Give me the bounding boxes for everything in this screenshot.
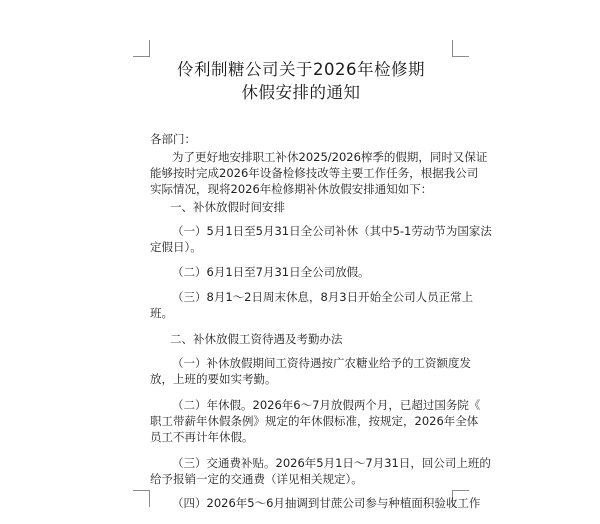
paragraph <box>150 223 492 255</box>
paragraph <box>150 455 491 487</box>
paragraph-line: 班。 <box>150 306 173 320</box>
paragraph <box>150 199 452 215</box>
paragraph <box>150 289 474 321</box>
paragraph-line: 一、补休放假时间安排 <box>170 200 285 214</box>
paragraph-line: 二、补休放假工资待遇及考勤办法 <box>170 332 343 346</box>
page-corner-bottom-left <box>133 490 150 507</box>
paragraph-line: 职工带薪年休假条例》规定的年休假标准，按规定，2026年全体 <box>150 414 479 428</box>
paragraph-line: （二）6月1日至7月31日全公司放假。 <box>172 265 370 279</box>
title-line-1: 伶利制糖公司关于2026年检修期 <box>177 60 425 79</box>
paragraph-line: （三）8月1～2日周末休息，8月3日开始全公司人员正常上 <box>172 290 474 304</box>
paragraph-line: （三）交通费补贴。2026年5月1日～7月31日，回公司上班的 <box>172 456 491 470</box>
paragraph-line: （二）年休假。2026年6～7月放假两个月，已超过国务院《 <box>172 398 481 412</box>
paragraph-line: 实际情况，现将2026年检修期补休放假安排通知如下： <box>150 182 433 196</box>
paragraph <box>150 495 481 511</box>
paragraph-line: 各部门： <box>150 132 196 146</box>
document-title <box>150 58 452 104</box>
paragraph <box>150 131 452 147</box>
paragraph-line: 给予报销一定的交通费（详见相关规定）。 <box>150 472 363 486</box>
paragraph-line: 放，上班的要如实考勤。 <box>150 372 277 386</box>
paragraph <box>150 264 452 280</box>
paragraph <box>150 149 488 197</box>
paragraph-line: 员工不再计年休假。 <box>150 430 254 444</box>
document-page <box>150 52 492 510</box>
paragraph-line: （四）2026年5～6月抽调到甘蔗公司参与种植面积验收工作 <box>172 496 481 510</box>
paragraph-line: 为了更好地安排职工补休2025/2026榨季的假期，同时又保证 <box>172 150 488 164</box>
paragraph-line: 定假日）。 <box>150 240 202 254</box>
title-line-2: 休假安排的通知 <box>241 83 361 102</box>
paragraph <box>150 397 481 445</box>
page-corner-top-left <box>133 40 150 57</box>
paragraph <box>150 331 452 347</box>
paragraph <box>150 355 471 387</box>
paragraph-line: 能够按时完成2026年设备检修技改等主要工作任务，根据我公司 <box>150 166 479 180</box>
page-corner-top-right <box>452 40 469 57</box>
paragraph-line: （一）5月1日至5月31日全公司补休（其中5-1劳动节为国家法 <box>172 224 492 238</box>
paragraph-line: （一）补休放假期间工资待遇按广农糖业给予的工资额度发 <box>172 356 471 370</box>
